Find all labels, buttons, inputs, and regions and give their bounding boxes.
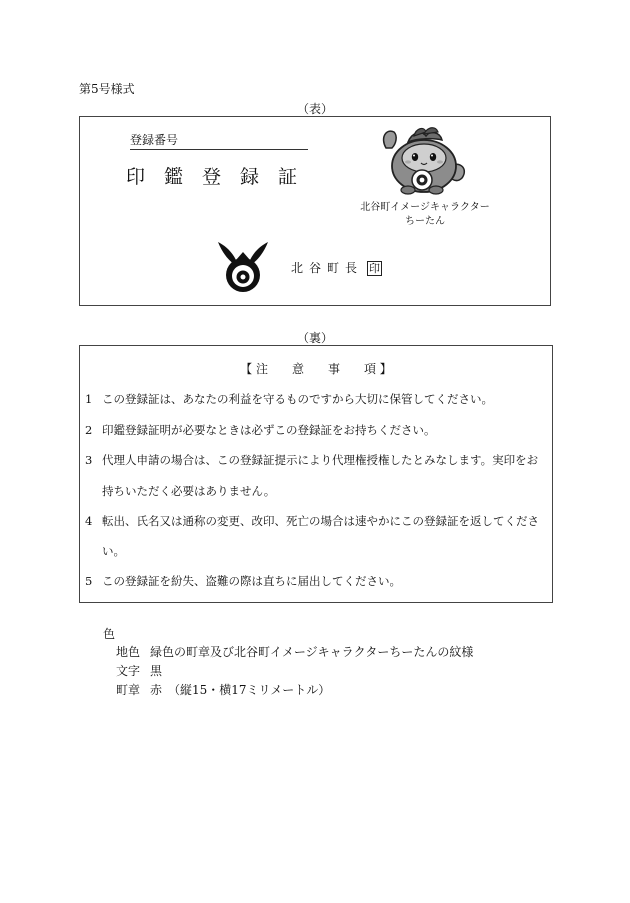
- mascot-chitan-icon: [378, 126, 470, 198]
- color-key: 町章: [116, 683, 141, 697]
- note-number: 2: [85, 423, 93, 437]
- note-number: 3: [85, 453, 93, 467]
- note-text: 転出、氏名又は通称の変更、改印、死亡の場合は速やかにこの登録証を返してくださ: [102, 514, 539, 528]
- mascot-caption-line-2: ちーたん: [405, 216, 445, 227]
- color-heading: 色: [103, 627, 116, 641]
- note-number: 1: [85, 392, 93, 406]
- color-value: 赤 （縦15・横17ミリメートル）: [150, 683, 331, 697]
- mayor-title: 北谷町長: [291, 261, 364, 275]
- mascot-caption-line-1: 北谷町イメージキャラクター: [360, 202, 490, 213]
- color-value: 黒: [150, 664, 163, 678]
- note-text: この登録証を紛失、盗難の際は直ちに届出してください。: [102, 574, 401, 588]
- town-emblem-icon: [218, 240, 268, 294]
- note-text: この登録証は、あなたの利益を守るものですから大切に保管してください。: [102, 392, 493, 406]
- color-key: 地色: [116, 645, 141, 659]
- note-item-1: [85, 391, 493, 407]
- color-value: 緑色の町章及び北谷町イメージキャラクターちーたんの紋様: [150, 645, 474, 659]
- color-row-emblem: [116, 681, 330, 698]
- mascot-caption: [355, 201, 495, 229]
- form-number: 第5号様式: [79, 82, 135, 96]
- mayor-signature: [291, 259, 382, 276]
- note-number: 5: [85, 574, 93, 588]
- front-side-label: （表）: [296, 102, 333, 116]
- color-row-text: [116, 662, 162, 679]
- notes-title: 【 注 意 事 項 】: [240, 362, 392, 376]
- note-item-4-continued: い。: [102, 544, 125, 558]
- note-item-3: [85, 452, 538, 468]
- back-side-label: （裏）: [296, 331, 333, 345]
- note-text: 代理人申請の場合は、この登録証提示により代理権授権したとみなします。実印をお: [102, 453, 539, 467]
- note-number: 4: [85, 514, 93, 528]
- note-item-5: [85, 573, 401, 589]
- color-row-ground: [116, 643, 473, 660]
- registration-number-label: 登録番号: [130, 131, 308, 150]
- note-item-4: [85, 513, 539, 529]
- certificate-title: 印鑑登録証: [126, 166, 317, 188]
- note-text: 印鑑登録証明が必要なときは必ずこの登録証をお持ちください。: [102, 423, 436, 437]
- seal-mark: 印: [369, 262, 381, 275]
- back-card: [79, 345, 553, 603]
- note-item-2: [85, 422, 436, 438]
- color-key: 文字: [116, 664, 141, 678]
- note-item-3-continued: 持ちいただく必要はありません。: [102, 484, 276, 498]
